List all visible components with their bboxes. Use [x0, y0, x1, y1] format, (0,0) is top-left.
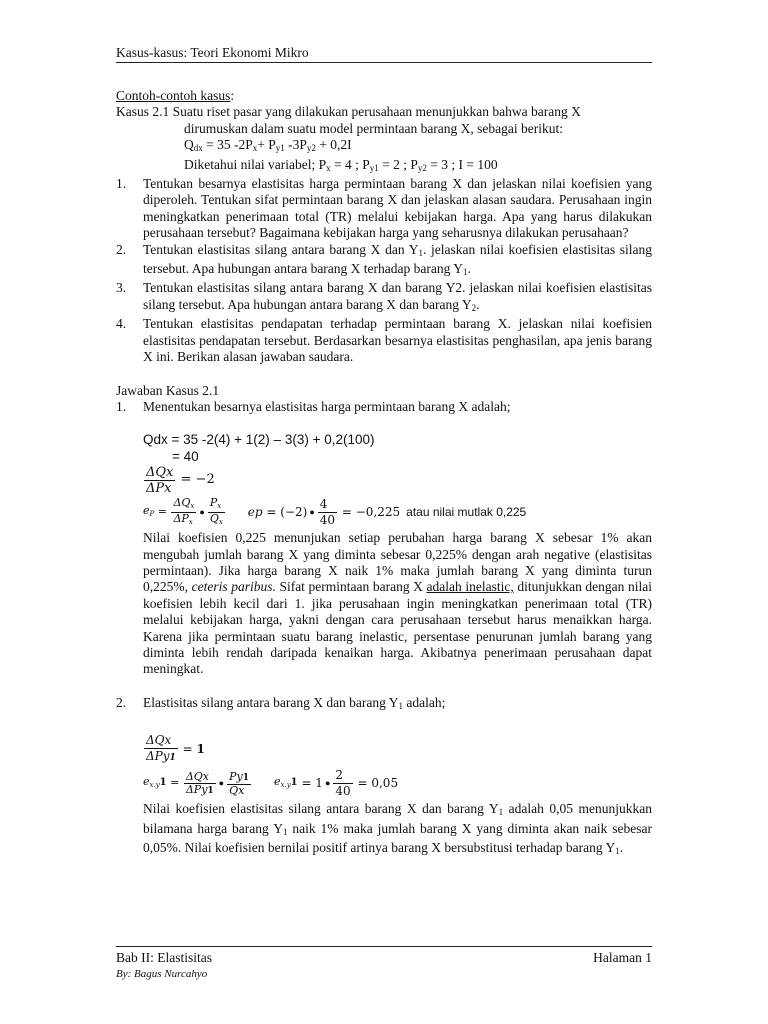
footer-chapter: Bab II: Elastisitas — [116, 950, 212, 965]
document-body — [116, 88, 652, 859]
page-header: Kasus-kasus: Teori Ekonomi Mikro — [116, 45, 309, 60]
page-footer — [116, 950, 652, 966]
answer-list-2 — [116, 695, 652, 860]
footer-divider — [116, 946, 652, 947]
question-list — [116, 176, 652, 365]
question-item: 3. Tentukan elastisitas silang antara barang X dan barang Y2. jelaskan nilai koefisien elastisitas silang tersebut. Apa hubungan antara barang X dan barang $Y_2$. — [116, 280, 652, 313]
answer-list — [116, 399, 652, 678]
question-item: 2. Tentukan elastisitas silang antara barang X dan $Y_1$. jelaskan nilai koefisien elastisitas silang tersebut. Apa hubungan antara barang X terhadap barang $Y_1$. — [116, 241, 653, 278]
question-item: 1. Tentukan besarnya elastisitas harga permintaan barang X dan jelaskan nilai koefisien yang diperoleh. Tentukan sifat permintaan barang X dan jelaskan alasan saudara. Perusahaan ingin meningkatkan penerimaan total (TR) melalui kebijakan harga. Apa yang harus dilakukan perusahaan tersebut? Bagaimana kebijakan harga yang seharusnya dilakukan perusahaan? — [116, 176, 652, 241]
demand-model: $Q_{dx} = 35$ $-2P_x+ P_{y1}$ $-3P_{y2} + 0,2I$ — [184, 137, 352, 154]
footer-author: By: Bagus Nurcahyo — [116, 968, 208, 980]
answer-item-1: 1. Menentukan besarnya elastisitas harga permintaan barang X adalah; Qdx = 35 -2(4) + 1(2) – 3(3) + 0,2(100) = 40 $\frac{\text{ΔQx}}{\text{ΔPx}}$ = −2 eP = $\frac{\text{ΔQx}}{\text{ΔPx}}$ ● $\frac{Px}{Qx}$ ep = (−2) ● $\frac{4}{40}$ = −0,225 atau nilai mutlak 0,225 Nilai koefisien 0,225 menunjukan setiap perubahan harga barang X sebesar 1% akan mengubah jumlah barang X yang diminta sebesar 0,225% dengan arah negative (elastisitas permintaan). Jika harga barang X naik 1% maka jumlah barang X yang diminta turun 0,225%, ceteris paribus. Sifat permintaan barang X adalah inelastic, ditunjukkan dengan nilai koefisien lebih kecil dari 1. jika perusahaan ingin meningkatkan penerimaan total (TR) melalui kebijakan harga, yakni dengan cara perusahaan tersebut harus menaikkan harga. Karena jika permintaan suatu barang inelastic, persentase penurunan jumlah barang yang diminta lebih rendah daripada kenaikan harga. Akibatnya penerimaan perusahaan dapat meningkat. — [116, 398, 653, 677]
dqx-dpy1-formula: $\frac{\text{ΔQx}}{\text{ΔPy1}}$ = 1 — [146, 733, 205, 764]
qdx-result: = 40 — [172, 448, 199, 464]
question-item: 4. Tentukan elastisitas pendapatan terhadap permintaan barang X. jelaskan nilai koefisien elastisitas pendapatan tersebut. Berdasarkan besarnya elastisitas penghasilan, apa jenis barang X ini. Berikan alasan jawaban saudara. — [116, 316, 652, 365]
answer-heading: Jawaban Kasus 2.1 — [116, 382, 220, 398]
answer-2-explanation: Nilai koefisien elastisitas silang antara barang X dan barang $Y_1$ adalah 0,05 menunjukkan bilamana harga barang $Y_1$ naik 1% maka jumlah barang X yang diminta akan naik sebesar 0,05%. Nilai koefisien bernilai positif artinya barang X bersubstitusi terhadap barang $Y_1$. — [143, 801, 653, 856]
answer-item-2: 2. Elastisitas silang antara barang X dan barang $Y_1$ adalah; $\frac{\text{ΔQx}}{\text{ΔPy1}}$ = 1 ex.y1 = $\frac{\text{ΔQx}}{\text{ΔPy1}}$ ● $\frac{Py1}{Qx}$ ex.y1 = 1 ● $\frac{2}{40}$ = 0,05 Nilai koefisien elastisitas silang antara barang X dan barang $Y_1$ adalah 0,05 menunjukkan bilamana harga barang $Y_1$ naik 1% maka jumlah barang X yang diminta akan naik sebesar 0,05%. Nilai koefisien bernilai positif artinya barang X bersubstitusi terhadap barang $Y_1$. — [116, 695, 652, 860]
header-divider — [116, 62, 652, 63]
price-elasticity-formula: eP = $\frac{\text{ΔQx}}{\text{ΔPx}}$ ● $\frac{Px}{Qx}$ ep = (−2) ● $\frac{4}{40}$ = −0,225 atau nilai mutlak 0,225 — [143, 496, 527, 528]
cross-elasticity-formula: ex.y1 = $\frac{\text{ΔQx}}{\text{ΔPy1}}$ ● $\frac{Py1}{Qx}$ ex.y1 = 1 ● $\frac{2}{40}$ = 0,05 — [143, 768, 399, 799]
answer-1-explanation: Nilai koefisien 0,225 menunjukan setiap perubahan harga barang X sebesar 1% akan mengubah jumlah barang X yang diminta sebesar 0,225% dengan arah negative (elastisitas permintaan). Jika harga barang X naik 1% maka jumlah barang X yang diminta turun 0,225%, ceteris paribus. Sifat permintaan barang X adalah inelastic, ditunjukkan dengan nilai koefisien lebih kecil dari 1. jika perusahaan ingin meningkatkan penerimaan total (TR) melalui kebijakan harga, yakni dengan cara perusahaan tersebut harus menaikkan harga. Karena jika permintaan suatu barang inelastic, persentase penurunan jumlah barang yang diminta lebih rendah daripada kenaikan harga. Akibatnya penerimaan perusahaan dapat meningkat. — [143, 530, 653, 677]
case-description: dirumuskan dalam suatu model permintaan barang X, sebagai berikut: — [184, 120, 564, 136]
qdx-calc: Qdx = 35 -2(4) + 1(2) – 3(3) + 0,2(100) — [143, 432, 375, 448]
case-title: Kasus 2.1 Suatu riset pasar yang dilakukan perusahaan menunjukkan bahwa barang X — [116, 104, 581, 120]
answer-1-intro: Menentukan besarnya elastisitas harga permintaan barang X adalah; — [143, 398, 511, 414]
section-heading-contoh: Contoh-contoh kasus: — [116, 88, 235, 103]
footer-page-number: Halaman 1 — [593, 950, 652, 965]
dq-dp-formula: $\frac{\text{ΔQx}}{\text{ΔPx}}$ = −2 — [146, 465, 215, 497]
variable-values: Diketahui nilai variabel; $P_x = 4$ ; $P_{y1} = 2$ ; $P_{y2} = 3$ ; I = 100 — [184, 156, 498, 173]
answer-2-intro: Elastisitas silang antara barang X dan barang $Y_1$ adalah; — [143, 694, 446, 711]
